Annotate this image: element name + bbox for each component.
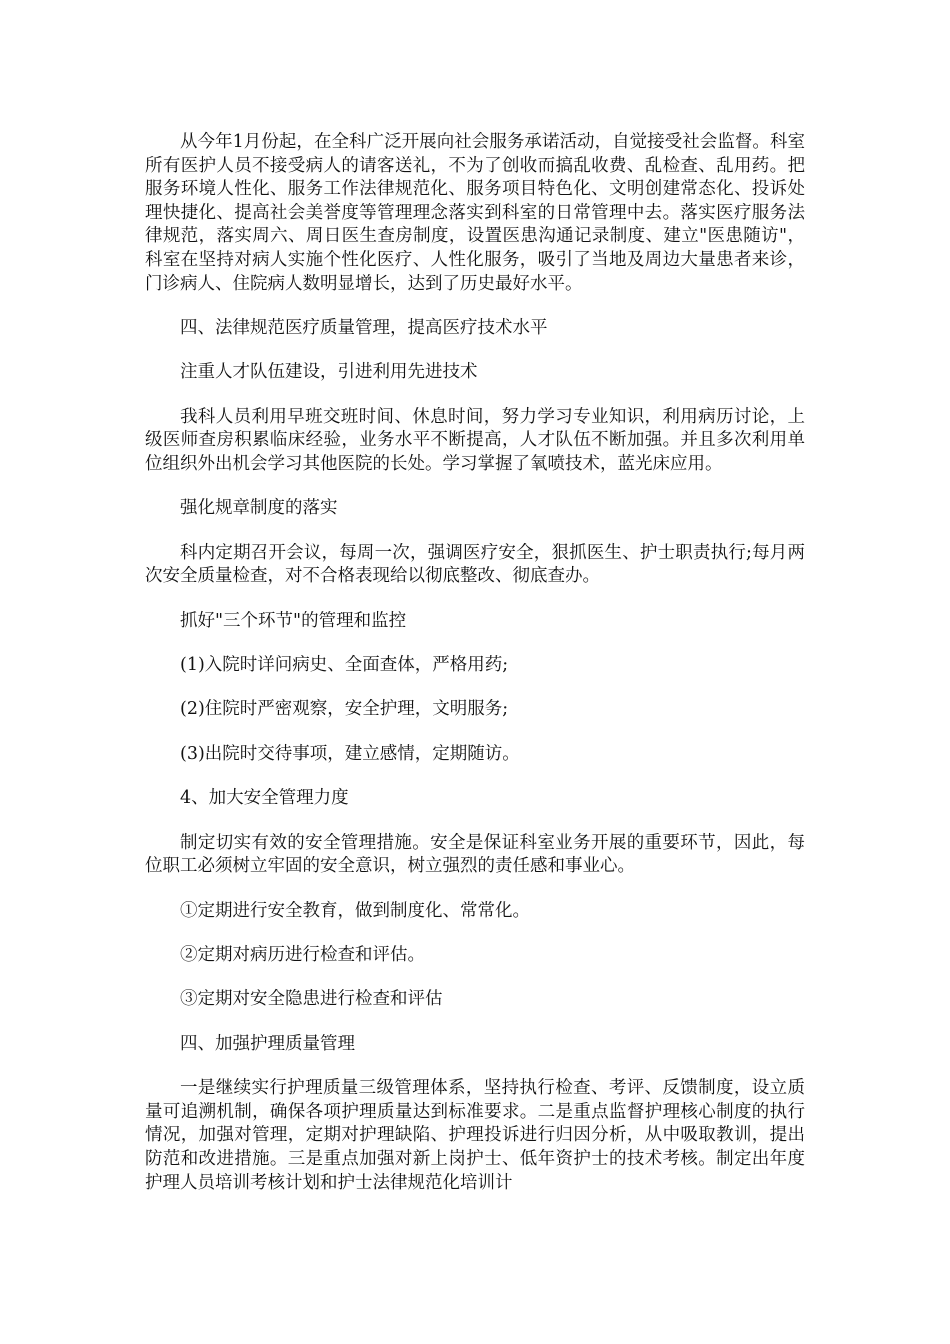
list-item-admission: (1)入院时详问病史、全面查体，严格用药; — [180, 655, 509, 676]
paragraph-staff-learning: 我科人员利用早班交班时间、休息时间，努力学习专业知识，利用病历讨论，上级医师查房积累临床经验，业务水平不断提高，人才队伍不断加强。并且多次利用单位组织外出机会学习其他医院的长处。学习掌握了氧喷技术，蓝光床应用。 — [145, 406, 805, 474]
paragraph-meetings: 科内定期召开会议，每周一次，强调医疗安全，狠抓医生、护士职责执行;每月两次安全质量检查，对不合格表现给以彻底整改、彻底查办。 — [145, 542, 805, 587]
subheading-three-links: 抓好"三个环节"的管理和监控 — [180, 610, 407, 631]
document-page — [145, 131, 805, 1216]
paragraph-nursing-system: 一是继续实行护理质量三级管理体系，坚持执行检查、考评、反馈制度，设立质量可追溯机制，确保各项护理质量达到标准要求。二是重点监督护理核心制度的执行情况，加强对管理，定期对护理缺陷、护理投诉进行归因分析，从中吸取教训，提出防范和改进措施。三是重点加强对新上岗护士、低年资护士的技术考核。制定出年度护理人员培训考核计划和护士法律规范化培训计 — [145, 1078, 805, 1193]
list-item-discharge: (3)出院时交待事项，建立感情，定期随访。 — [180, 743, 520, 764]
paragraph-safety-measures: 制定切实有效的安全管理措施。安全是保证科室业务开展的重要环节，因此，每位职工必须树立牢固的安全意识，树立强烈的责任感和事业心。 — [145, 832, 805, 877]
heading-nursing-quality: 四、加强护理质量管理 — [180, 1033, 355, 1054]
list-item-safety-education: ①定期进行安全教育，做到制度化、常常化。 — [180, 900, 530, 921]
paragraph-service-commitment: 从今年1月份起，在全科广泛开展向社会服务承诺活动，自觉接受社会监督。科室所有医护人员不接受病人的请客送礼，不为了创收而搞乱收费、乱检查、乱用药。把服务环境人性化、服务工作法律规范化、服务项目特色化、文明创建常态化、投诉处理快捷化、提高社会美誉度等管理理念落实到科室的日常管理中去。落实医疗服务法律规范，落实周六、周日医生查房制度，设置医患沟通记录制度、建立"医患随访"，科室在坚持对病人实施个性化医疗、人性化服务，吸引了当地及周边大量患者来诊，门诊病人、住院病人数明显增长，达到了历史最好水平。 — [145, 132, 805, 294]
subheading-rules: 强化规章制度的落实 — [180, 498, 338, 519]
subheading-talent: 注重人才队伍建设，引进利用先进技术 — [180, 362, 478, 383]
list-item-hospitalization: (2)住院时严密观察，安全护理，文明服务; — [180, 699, 509, 720]
heading-medical-quality: 四、法律规范医疗质量管理，提高医疗技术水平 — [180, 317, 548, 338]
list-item-hazard-review: ③定期对安全隐患进行检查和评估 — [180, 989, 443, 1010]
heading-safety-management: 4、加大安全管理力度 — [180, 788, 349, 809]
list-item-record-review: ②定期对病历进行检查和评估。 — [180, 945, 425, 966]
